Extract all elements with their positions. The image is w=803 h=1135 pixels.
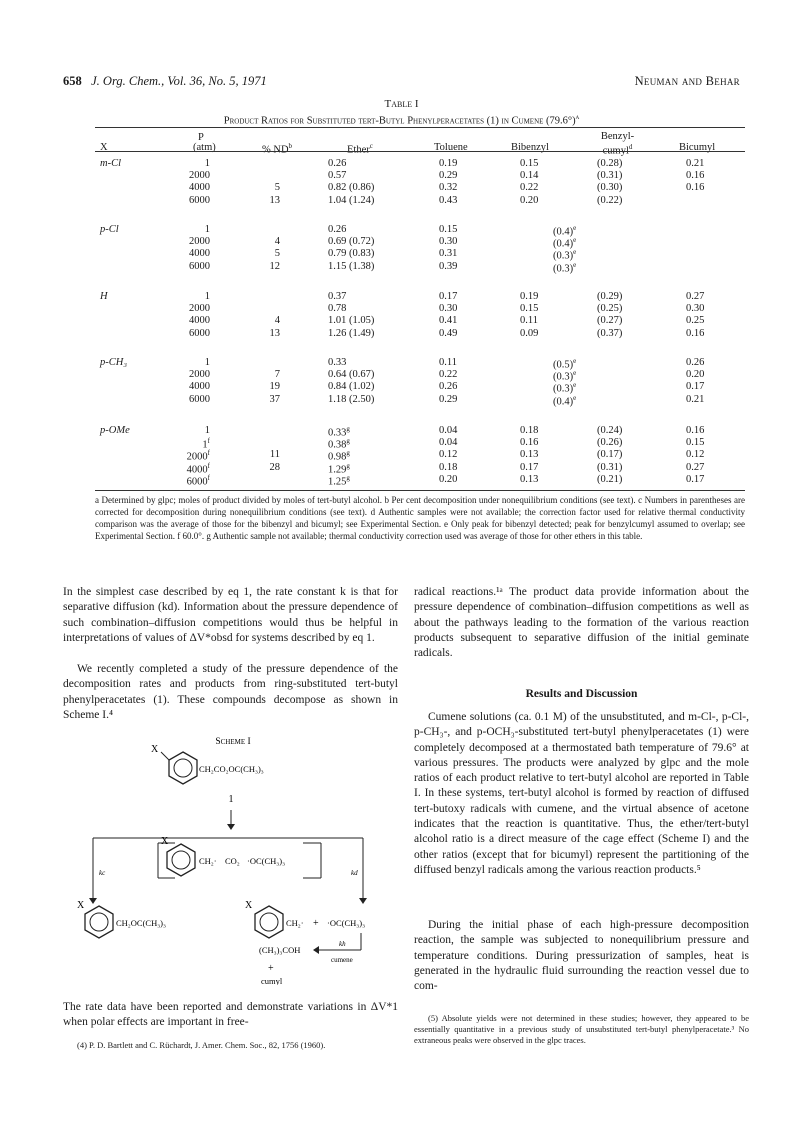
cell-benzylcumyl: (0.26) (597, 437, 623, 449)
cell-toluene: 0.17 (439, 291, 458, 302)
journal-citation: J. Org. Chem., Vol. 36, No. 5, 1971 (91, 74, 267, 88)
cell-pressure: 1 (204, 158, 210, 169)
cell-bibenzyl: $(0.3)^e$ (553, 381, 577, 395)
cell-toluene: 0.19 (439, 158, 458, 169)
cell-nd: 5 (274, 248, 280, 260)
cell-bibenzyl: 0.22 (520, 182, 539, 194)
cell-bicumyl: 0.17 (686, 381, 705, 393)
cell-nd: 19 (269, 381, 280, 393)
table-header (0, 130, 803, 160)
cell-ether: 0.98$^g$ (328, 449, 350, 463)
cell-nd: 13 (269, 327, 280, 339)
benzene-ring-diffused (255, 906, 283, 938)
cell-bicumyl: 0.21 (686, 158, 705, 169)
col-header-bicumyl: Bicumyl (679, 142, 716, 153)
cell-bicumyl: 0.25 (686, 315, 705, 327)
cell-pressure: 1$^f$ (202, 437, 210, 451)
cell-bicumyl: 0.30 (686, 303, 705, 315)
cell-bibenzyl: $(0.4)^e$ (553, 224, 577, 238)
table-footnotes: a Determined by glpc; moles of product divided by moles of tert-butyl alcohol. b Per cent decomposition under nonequilibrium conditions (see text). c Numbers in parentheses are corrected for decomposition during nonequilibrium conditions (see text). d Authentic samples were not available; the correction factor used for relative thermal conductivity comparison was the average of those for the bibenzyl and bicumyl; see Experimental Section. e Only peak for bibenzyl detected; peak for benzylcumyl assumed to overlap; see Experimental Section. f 60.0°. g Authentic sample not available; thermal conductivity correction used was average of those for other ethers in this table. (95, 495, 745, 541)
scheme-compound-number: 1 (228, 794, 234, 805)
cell-ether: 1.15 (1.38) (328, 260, 375, 272)
cell-toluene: 0.29 (439, 170, 458, 182)
label-cumene: cumene (331, 956, 353, 964)
cell-bicumyl: 0.20 (686, 369, 705, 381)
scheme-plus: + (313, 918, 319, 929)
benzene-ring-middle (167, 844, 195, 876)
cell-benzylcumyl: (0.17) (597, 449, 623, 461)
scheme-benzyl-radical: CH₂· (199, 856, 217, 866)
page-number: 658 (63, 74, 82, 88)
cell-nd: 37 (269, 393, 280, 405)
label-kd: kd (351, 869, 358, 877)
cell-ether: 0.33 (328, 357, 347, 368)
cell-bibenzyl: 0.11 (520, 315, 538, 327)
cell-bibenzyl: $(0.3)^e$ (553, 248, 577, 262)
cell-ether: 0.82 (0.86) (328, 182, 375, 194)
cell-toluene: 0.43 (439, 194, 458, 206)
cell-pressure: 4000 (189, 381, 210, 393)
running-header-authors: Neuman and Behar (634, 74, 740, 88)
cell-bicumyl: 0.16 (686, 182, 705, 194)
cell-bibenzyl: $(0.4)^e$ (553, 393, 577, 408)
table-top-rule (95, 127, 745, 128)
cell-bibenzyl: 0.13 (520, 473, 539, 485)
cell-pressure: 6000 (189, 194, 210, 206)
col-header-p-unit: (atm) (193, 142, 216, 153)
scheme-x-top: X (151, 744, 159, 755)
right-paragraph-3: During the initial phase of each high-pressure decomposition reaction, the sample was subjected to nonequilibrium pressure and temperature conditions. During pressurization of samples, heat is generated in the hydraulic fluid surrounding the reaction vessel due to com- (414, 919, 749, 993)
cell-toluene: 0.11 (439, 357, 457, 368)
cell-bibenzyl: 0.15 (520, 158, 539, 169)
cell-bibenzyl: 0.16 (520, 437, 539, 449)
cell-benzylcumyl: (0.37) (597, 327, 623, 339)
table-bottom-rule (95, 490, 745, 491)
cell-ether: 1.01 (1.05) (328, 315, 375, 327)
cell-ether: 0.33$^g$ (328, 425, 350, 439)
cell-bibenzyl: 0.17 (520, 461, 539, 473)
cell-bibenzyl: $(0.3)^e$ (553, 260, 577, 275)
cell-benzylcumyl: (0.31) (597, 170, 623, 182)
col-header-x: X (100, 142, 108, 153)
left-paragraph-2: We recently completed a study of the pressure dependence of the decomposition rates and products from ring-substituted tert-butyl phenylperacetates (1). These compounds decompose as shown in Scheme I.⁴ (63, 663, 398, 721)
scheme-cumyl: cumyl (261, 976, 283, 985)
cell-benzylcumyl: (0.27) (597, 315, 623, 327)
scheme-x-ether: X (77, 900, 85, 911)
cell-ether: 1.04 (1.24) (328, 194, 375, 206)
cell-benzylcumyl: (0.25) (597, 303, 623, 315)
cell-benzylcumyl: (0.30) (597, 182, 623, 194)
cell-nd: 5 (274, 182, 280, 194)
section-heading: Results and Discussion (525, 688, 638, 700)
scheme-alcohol: (CH₃)₃COH (259, 945, 301, 955)
cell-nd: 4 (274, 236, 280, 248)
cell-ether: 0.26 (328, 158, 347, 169)
cell-bicumyl: 0.17 (686, 473, 705, 485)
cell-pressure: 1 (204, 224, 210, 235)
scheme-1-diagram (63, 730, 398, 985)
cell-toluene: 0.22 (439, 369, 458, 381)
table-number: Table I (384, 98, 419, 110)
cell-pressure: 4000$^f$ (186, 461, 210, 476)
col-header-p: P (198, 132, 204, 143)
cell-pressure: 1 (204, 291, 210, 302)
arrow-head-1 (227, 824, 235, 830)
benzene-ring-ether (85, 906, 113, 938)
cell-pressure: 6000$^f$ (186, 473, 210, 488)
cell-toluene: 0.26 (439, 381, 458, 393)
scheme-co2: CO₂ (225, 856, 240, 866)
cell-bicumyl: 0.27 (686, 461, 705, 473)
cell-ether: 0.78 (328, 303, 347, 315)
reference-5: (5) Absolute yields were not determined in these studies; however, they appeared to be essentially quantitative in a previous study of unsubstituted tert-butyl phenylperacetate.³ No extraneous peaks were observed in the glpc traces. (414, 1013, 749, 1045)
cell-ether: 0.79 (0.83) (328, 248, 375, 260)
cell-ether: 1.26 (1.49) (328, 327, 375, 339)
cell-ether: 0.64 (0.67) (328, 369, 375, 381)
cell-nd: 13 (269, 194, 280, 206)
cell-toluene: 0.41 (439, 315, 458, 327)
scheme-diffused-benzyl: CH₂· (286, 918, 304, 928)
cell-pressure: 1 (204, 425, 210, 436)
group-label: p-OMe (100, 425, 130, 436)
group-label: p-CH₃ (100, 357, 127, 368)
cell-bicumyl: 0.27 (686, 291, 705, 302)
cell-bibenzyl: 0.19 (520, 291, 539, 302)
cell-pressure: 6000 (189, 393, 210, 405)
reference-4: (4) P. D. Bartlett and C. Rüchardt, J. Amer. Chem. Soc., 82, 1756 (1960). (77, 1040, 326, 1050)
cell-bibenzyl: 0.15 (520, 303, 539, 315)
group-label: p-Cl (100, 224, 119, 235)
cell-toluene: 0.04 (439, 425, 458, 436)
scheme-x-diffused: X (245, 900, 253, 911)
cell-ether: 0.69 (0.72) (328, 236, 375, 248)
cell-nd: 28 (269, 461, 280, 473)
cell-benzylcumyl: (0.29) (597, 291, 623, 302)
scheme-title: Scheme I (215, 737, 251, 747)
cell-toluene: 0.15 (439, 224, 458, 235)
col-header-toluene: Toluene (434, 142, 468, 153)
cell-toluene: 0.04 (439, 437, 458, 449)
cell-bicumyl: 0.16 (686, 425, 705, 436)
cell-benzylcumyl: (0.22) (597, 194, 623, 206)
benzene-ring-top (161, 752, 197, 784)
col-header-ether: Ether$^c$ (347, 142, 373, 156)
group-label: H (100, 291, 108, 302)
cell-ether: 1.29$^g$ (328, 461, 350, 476)
label-kc: kc (99, 869, 106, 877)
right-paragraph-2: Cumene solutions (ca. 0.1 M) of the unsubstituted, and m-Cl-, p-Cl-, p-CH₃-, and p-OCH₃-substituted tert-butyl phenylperacetates (1) were completely decomposed at a thermostated bath temperature of 79.6° at various pressures. The products were analyzed by glpc and the mole ratios of each product relative to tert-butyl alcohol are reported in Table I. In these systems, tert-butyl alcohol is formed by reaction of diffused tert-butoxy radicals with cumene, and the virtual absence of acetone indicates that the reaction is quantitative. Thus, the ether/tert-butyl alcohol ratio is a direct measure of the cage effect (Scheme I) and the other ratios (except that for bicumyl) represent the partitioning of the diffused benzyl radicals among the various reaction products.⁵ (414, 711, 749, 876)
cell-toluene: 0.49 (439, 327, 458, 339)
cell-pressure: 2000$^f$ (186, 449, 210, 463)
col-header-nd: % $ND^b$ (262, 142, 293, 156)
cell-nd: 4 (274, 315, 280, 327)
cell-ether: 0.84 (1.02) (328, 381, 375, 393)
cell-pressure: 2000 (189, 236, 210, 248)
cell-bibenzyl: $(0.4)^e$ (553, 236, 577, 250)
cell-pressure: 2000 (189, 369, 210, 381)
cell-pressure: 1 (204, 357, 210, 368)
cell-bicumyl: 0.15 (686, 437, 705, 449)
cell-bicumyl: 0.21 (686, 393, 705, 405)
cell-nd: 12 (269, 260, 280, 272)
cell-pressure: 6000 (189, 327, 210, 339)
cell-ether: 0.37 (328, 291, 347, 302)
cell-bibenzyl: $(0.3)^e$ (553, 369, 577, 383)
cell-bicumyl: 0.16 (686, 170, 705, 182)
cell-pressure: 4000 (189, 315, 210, 327)
cell-bibenzyl: 0.09 (520, 327, 539, 339)
cell-toluene: 0.31 (439, 248, 458, 260)
scheme-plus-2: + (268, 963, 274, 974)
cell-pressure: 2000 (189, 303, 210, 315)
cell-benzylcumyl: (0.24) (597, 425, 623, 436)
cell-nd: 11 (269, 449, 280, 461)
cell-pressure: 2000 (189, 170, 210, 182)
scheme-ether-product: CH₂OC(CH₃)₃ (116, 918, 166, 928)
scheme-diffused-butoxy: ·OC(CH₃)₃ (327, 918, 366, 928)
right-paragraph-1: radical reactions.¹ᵃ The product data provide information about the pressure dependence of combination–diffusion competitions as well as about the pathways leading to the formation of the various reaction products subsequent to separative diffusion of the initial geminate radicals. (414, 586, 749, 660)
cell-benzylcumyl: (0.31) (597, 461, 623, 473)
scheme-x-middle: X (161, 836, 169, 847)
scheme-peracetate: CH₂CO₂OC(CH₃)₃ (199, 764, 264, 774)
cell-pressure: 4000 (189, 182, 210, 194)
cell-bibenzyl: 0.13 (520, 449, 539, 461)
cell-toluene: 0.29 (439, 393, 458, 405)
cell-toluene: 0.30 (439, 303, 458, 315)
col-header-bibenzyl: Bibenzyl (511, 142, 549, 153)
group-label: m-Cl (100, 158, 121, 169)
running-header-left (63, 74, 267, 89)
cell-pressure: 4000 (189, 248, 210, 260)
cell-ether: 1.25$^g$ (328, 473, 350, 488)
scheme-butoxy: ·OC(CH₃)₃ (247, 856, 286, 866)
cell-toluene: 0.12 (439, 449, 458, 461)
cell-benzylcumyl: (0.28) (597, 158, 623, 169)
cell-bicumyl: 0.26 (686, 357, 705, 368)
table-title: Product Ratios for Substituted tert-Butyl Phenylperacetates (1) in Cumene $(79.6^\circ)^a$ (223, 113, 580, 127)
cell-ether: 0.26 (328, 224, 347, 235)
cell-bibenzyl: 0.14 (520, 170, 539, 182)
left-paragraph-1: In the simplest case described by eq 1, the rate constant k is that for separative diffusion (kd). Information about the pressure dependence of such combination–diffusion competitions would thus be helpful in interpretations of values of ΔV*obsd for systems described by eq 1. (63, 586, 398, 644)
cell-ether: 1.18 (2.50) (328, 393, 375, 405)
cell-bibenzyl: 0.18 (520, 425, 539, 436)
label-kh: kh (339, 940, 346, 948)
cell-toluene: 0.20 (439, 473, 458, 485)
cell-nd: 7 (274, 369, 280, 381)
cell-benzylcumyl: (0.21) (597, 473, 623, 485)
cell-toluene: 0.18 (439, 461, 458, 473)
cell-toluene: 0.39 (439, 260, 458, 272)
table-header-rule (95, 151, 745, 152)
cell-pressure: 6000 (189, 260, 210, 272)
col-header-benzylcumyl: Benzyl-cumyl$^d$ (600, 131, 635, 157)
cell-bibenzyl: 0.20 (520, 194, 539, 206)
left-paragraph-3: The rate data have been reported and demonstrate variations in ΔV*1 when polar effects are important in free- (63, 1001, 398, 1029)
cell-toluene: 0.32 (439, 182, 458, 194)
cell-bicumyl: 0.16 (686, 327, 705, 339)
cell-bibenzyl: $(0.5)^e$ (553, 357, 577, 371)
cell-ether: 0.57 (328, 170, 347, 182)
cell-toluene: 0.30 (439, 236, 458, 248)
cell-bicumyl: 0.12 (686, 449, 705, 461)
cell-ether: 0.38$^g$ (328, 437, 350, 451)
